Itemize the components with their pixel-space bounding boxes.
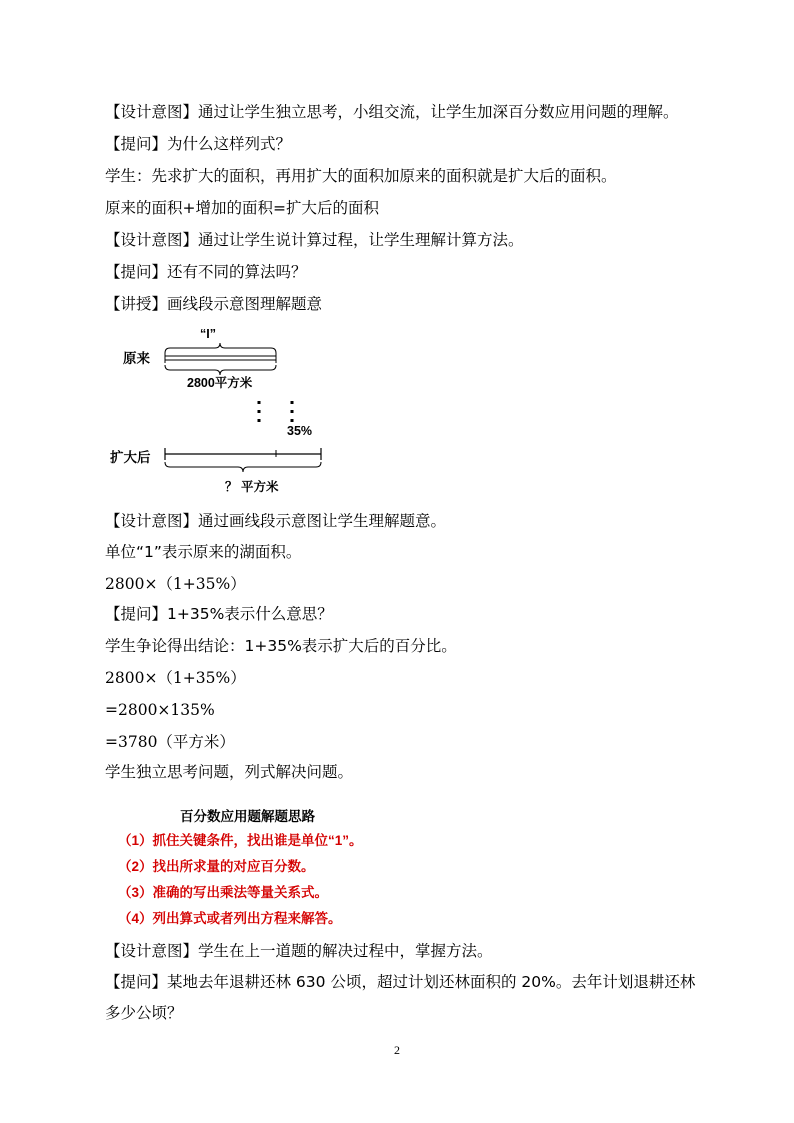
student-conclusion: 学生争论得出结论：1+35%表示扩大后的百分比。 — [105, 637, 457, 655]
expanded-value-brace — [165, 462, 321, 472]
question-1: 【提问】为什么这样列式？ — [105, 135, 292, 153]
design-intent-3: 【设计意图】通过画线段示意图让学生理解题意。 — [105, 512, 447, 530]
summary-step-1: （1）抓住关键条件，找出谁是单位“1”。 — [118, 833, 363, 848]
expanded-value: ？ 平方米 — [225, 480, 279, 494]
unit-brace — [165, 343, 276, 353]
summary-step-2: （2）找出所求量的对应百分数。 — [118, 859, 315, 874]
unit-label: “I” — [200, 327, 216, 341]
unit-explanation: 单位“1”表示原来的湖面积。 — [105, 543, 302, 561]
summary-step-3: （3）准确的写出乘法等量关系式。 — [118, 885, 329, 900]
calc-step-2: =2800×135% — [105, 701, 215, 719]
design-intent-4: 【设计意图】学生在上一道题的解决过程中，掌握方法。 — [105, 942, 493, 960]
design-intent-1: 【设计意图】通过让学生独立思考，小组交流，让学生加深百分数应用问题的理解。 — [105, 103, 679, 121]
question-4: 【提问】某地去年退耕还林 630 公顷，超过计划还林面积的 20%。去年计划退耕还林 — [105, 973, 696, 991]
summary-title: 百分数应用题解题思路 — [180, 809, 315, 824]
original-value-brace — [165, 365, 276, 375]
original-value: 2800平方米 — [187, 376, 253, 390]
percent-label: 35% — [287, 424, 313, 438]
calc-step-3: =3780（平方米） — [105, 733, 235, 751]
original-label: 原来 — [123, 351, 150, 366]
independent-thinking: 学生独立思考问题，列式解决问题。 — [105, 763, 354, 781]
page-number: 2 — [394, 1043, 400, 1057]
calc-step-1: 2800×（1+35%） — [105, 669, 246, 687]
question-4-cont: 多少公顷？ — [105, 1004, 183, 1022]
expanded-label: 扩大后 — [110, 450, 151, 465]
student-answer-1: 学生：先求扩大的面积，再用扩大的面积加原来的面积就是扩大后的面积。 — [105, 167, 617, 185]
expression-1: 2800×（1+35%） — [105, 575, 246, 593]
summary-step-4: （4）列出算式或者列出方程来解答。 — [118, 911, 342, 926]
question-3: 【提问】1+35%表示什么意思？ — [105, 605, 333, 623]
design-intent-2: 【设计意图】通过让学生说计算过程，让学生理解计算方法。 — [105, 231, 524, 249]
formula-line: 原来的面积+增加的面积=扩大后的面积 — [105, 199, 379, 217]
question-2: 【提问】还有不同的算法吗？ — [105, 263, 307, 281]
lecture-heading: 【讲授】画线段示意图理解题意 — [105, 295, 323, 313]
